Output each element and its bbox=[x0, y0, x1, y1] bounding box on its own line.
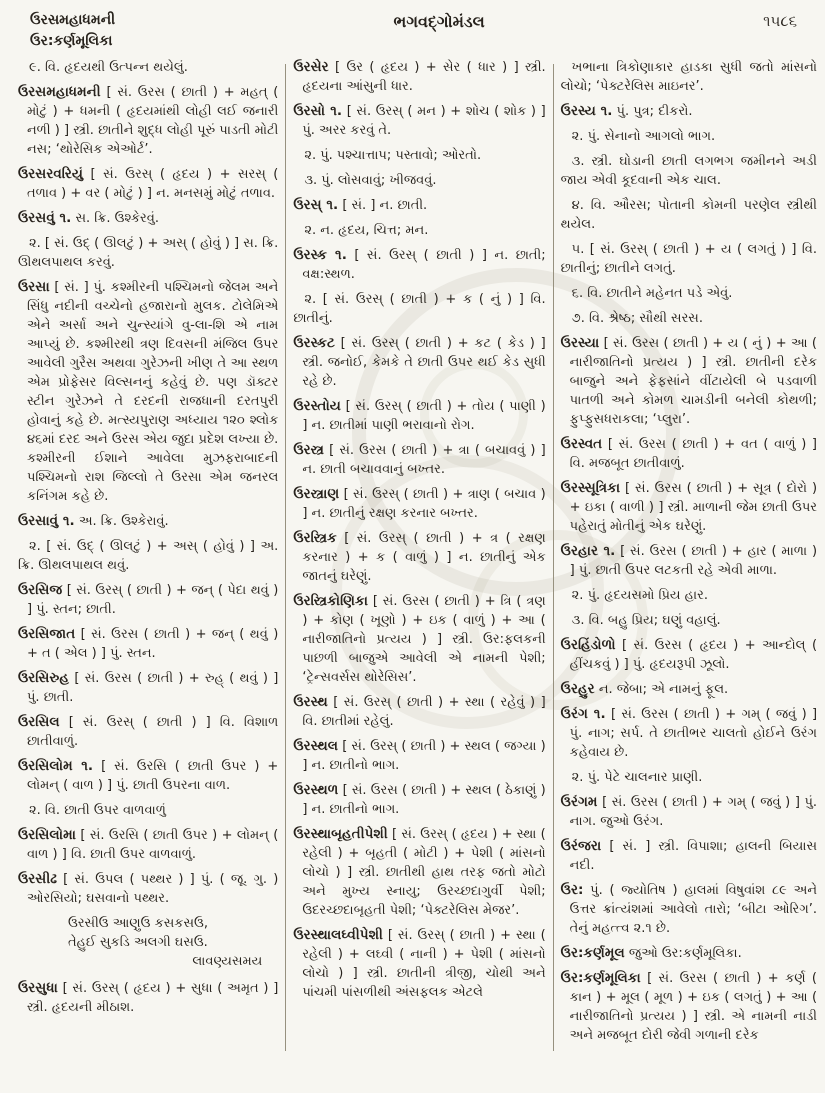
entry-headword: ઉરસીઢ bbox=[18, 871, 57, 887]
entry-definition: [ સં. ઉરસ ( છાતી ) + મહત્ ( મોટું ) + ધમની ( હૃદયમાંથી લોહી લઈ જનારી નળી ) ] સ્ત્રી. છાતીને શુદ્ધ લોહી પૂરું પાડતી મોટી નસ; ‘થોરેસિક એઓર્ટ’. bbox=[27, 85, 279, 157]
entry-headword: ઉરસિલ bbox=[18, 714, 60, 730]
entry-headword: ઉરસ્તોય bbox=[293, 398, 341, 414]
entry-sense: ૨. વિ. છાતી ઉપર વાળવાળું bbox=[29, 803, 166, 818]
dictionary-entry bbox=[18, 826, 278, 864]
entry-definition: પું. પુત્ર; દીકરો. bbox=[616, 104, 693, 119]
page-header bbox=[0, 0, 825, 52]
dictionary-entry bbox=[293, 693, 545, 731]
entry-definition: [ સં. ઉરસ્ ( છાતી ) + સ્થા ( રહેલી ) + લઘ્વી ( નાની ) + પેશી ( માંસનો લોચો ) ] સ્ત્રી. છાતીની ત્રીજી, ચોથી અને પાંચમી પાંસળીથી અંસફલક એટલે bbox=[302, 928, 546, 1000]
dictionary-entry bbox=[561, 793, 817, 831]
entry-sense: ૨. પું. પેટે ચાલનાર પ્રાણી. bbox=[571, 770, 703, 785]
dictionary-entry bbox=[18, 979, 278, 1017]
page-number: ૧૫૮૬ bbox=[763, 12, 797, 30]
dictionary-entry bbox=[18, 625, 278, 663]
entry-sense: ૭. વિ. શ્રેષ્ઠ; સૌથી સરસ. bbox=[571, 311, 703, 326]
dictionary-entry bbox=[18, 278, 278, 506]
entry-headword: ઉરસિરુહ bbox=[18, 670, 70, 686]
entry-definition: પું. ( જ્યોતિષ ) હાલમાં વિષુવાંશ ૮૯ અને ઉત્તર ક્રાંત્યંશમાં આવેલો તારો; ‘બીટા ઓરિગ’. તેનું મહત્ત્વ ૨.૧ છે. bbox=[569, 883, 818, 936]
entry-headword: ઉરસ્ય ૧. bbox=[560, 103, 613, 119]
dictionary-entry bbox=[293, 246, 545, 284]
entry-sense: ૬. વિ. છાતીને મહેનત પડે એવું. bbox=[571, 286, 733, 301]
entry-definition: [ સં. ઉરસ ( છાતી ) + ત્રિ ( ત્રણ ) + કોણ ( ખૂણો ) + ઇક ( વાળું ) + આ ( નારીજાતિનો પ્રત્યય ) ] સ્ત્રી. ઉર:ફલકની પાછળી બાજુએ આવેલી એ નામની પેશી; ‘ટ્રેન્સવર્સસ થોરેસિસ’. bbox=[302, 594, 546, 685]
dictionary-entry bbox=[18, 209, 278, 228]
entry-headword: ઉરસ્થાબૃહતીપેશી bbox=[293, 826, 388, 842]
dictionary-entry bbox=[561, 334, 817, 429]
entry-headword: ઉરંગ ૧. bbox=[560, 706, 606, 722]
entry-headword: ઉરસ્ત્રિકોણિકા bbox=[293, 593, 368, 609]
entry-sense: ૩. વિ. બહુ પ્રિય; ઘણું વહાલું. bbox=[571, 613, 721, 628]
entry-headword: ઉર: bbox=[560, 882, 584, 898]
entry-definition: [ સં. ઉરસ ( છાતી ) + કર્ણ ( કાન ) + મૂલ ( મૂળ ) + ઇક ( લગતું ) + આ ( નારીજાતિનો પ્રત્યય ) ] સ્ત્રી. એ નામની નાડી અને મજબૂત દોરી જેવી ગળાની દરેક bbox=[569, 971, 818, 1043]
dictionary-entry bbox=[293, 485, 545, 523]
entry-headword: ઉરહાર ૧. bbox=[560, 543, 616, 559]
entry-headword: ઉરસ્થલ bbox=[293, 738, 339, 754]
entry-definition: [ સં. ઉરસ્ ( છાતી ) + તોય ( પાણી ) ] ન. છાતીમાં પાણી ભરાવાનો રોગ. bbox=[302, 399, 546, 433]
dictionary-entry bbox=[561, 705, 817, 762]
entry-sense: ૨. ન. હૃદય, ચિત્ત; મન. bbox=[304, 223, 429, 238]
dictionary-entry bbox=[293, 926, 545, 1002]
dictionary-entry bbox=[561, 542, 817, 580]
entry-sense: ૪. વિ. ઔરસ; પોતાની કોમની પરણેલ સ્ત્રીથી થયેલ. bbox=[560, 198, 818, 232]
entry-definition: [ સં. ઉરસ્ ( હૃદય ) + સુધા ( અમૃત ) ] સ્ત્રી. હૃદયની મીઠાશ. bbox=[27, 981, 279, 1015]
entry-headword: ઉરસ્ ૧. bbox=[293, 197, 339, 213]
entry-definition: [ સં. ઉરસ્ ( છાતી ) + ત્ર ( રક્ષણ કરનાર ) + ક ( વાળું ) ] ન. છાતીનું એક જાતનું ઘરેણું. bbox=[302, 531, 546, 584]
entry-definition: [ ઉર ( હૃદય ) + સેર ( ધાર ) ] સ્ત્રી. હૃદયના આંસુની ધાર. bbox=[302, 60, 546, 94]
dictionary-entry bbox=[293, 825, 545, 920]
dictionary-columns bbox=[0, 52, 825, 1051]
entry-definition: [ સં. ] પું. કશ્મીરની પશ્ચિમનો જેલમ અને સિંધુ નદીની વચ્ચેનો હજારાનો મુલક. ટોલેમિએ એને અર્સા અને ચુન્સ્યાંગે વુ-લા-શિ એ નામ આપ્યું છે. કશ્મીરથી ત્રણ દિવસની મંજિલ ઉપર આવેલી ગુરૈસ અથવા ગુરેઝની ખીણ તે આ સ્થળ એમ પ્રોફેસર વિલ્સનનું કહેવું છે. પણ ડૉક્ટર સ્ટીન ગુરેઝને તે દરદની રાજધાની દરતપુરી હોવાનું કહે છે. મત્સ્યપુરાણ અધ્યાય ૧૨૦ શ્લોક ૪૬માં દરદ અને ઉરસ એય જુદા પ્રદેશ લખ્યા છે. કશ્મીરની ઈશાને આવેલા મુઝફરાબાદની પશ્ચિમનો રાશ જિલ્લો તે ઉરસા એમ જનરલ કનિંગમ કહે છે. bbox=[27, 280, 279, 504]
entry-headword: ઉરસ્ત્રાણ bbox=[293, 486, 340, 502]
entry-headword: ઉરસવું ૧. bbox=[18, 210, 72, 226]
dictionary-entry bbox=[561, 102, 817, 121]
dictionary-entry bbox=[293, 58, 545, 96]
dictionary-entry bbox=[18, 669, 278, 707]
entry-definition: [ સં. ઉરસ ( છાતી ) + ય ( નું ) + આ ( નારીજાતિનો પ્રત્યય ) ] સ્ત્રી. છાતીની દરેક બાજુને અને ફેફસાંને વીંટાયેલી બે પડવાળી પાતળી અને કોમળ ચામડીની બનેલી કોથળી; ફુપ્ફુસધરાકલા; ‘પ્લુરા’. bbox=[569, 336, 818, 427]
entry-headword: ઉરસ્થ bbox=[293, 694, 328, 710]
dictionary-entry bbox=[561, 479, 817, 536]
running-head bbox=[30, 10, 115, 52]
entry-definition: [ સં. ઉરસ ( હૃદય ) + આન્દોલ્ ( હીંચકવું ) ] પું. હૃદયરૂપી ઝૂલો. bbox=[569, 638, 818, 672]
entry-headword: ઉરંગમ bbox=[560, 794, 598, 810]
entry-definition: [ સં. ઉરસ્ ( છાતી ) + સ્થલ ( જગ્યા ) ] ન. છાતીનો ભાગ. bbox=[302, 739, 546, 773]
entry-headword: ઉર:કર્ણમૂલિકા bbox=[560, 970, 641, 986]
entry-continuation: ખભાના ત્રિકોણાકાર હાડકા સુધી જતો માંસનો લોચો; ‘પેક્ટરેલિસ માઇનર’. bbox=[560, 60, 818, 94]
dictionary-entry bbox=[293, 592, 545, 687]
verse-attribution: લાવણ્યસમય bbox=[192, 954, 263, 969]
entry-definition: [ સં. ઉરસ ( છાતી ) + ગમ્ ( જવું ) ] પું. નાગ; સર્પ. તે છાતીભર ચાલતો હોઈને ઉરંગ કહેવાય છે. bbox=[569, 707, 818, 760]
dictionary-entry bbox=[18, 581, 278, 619]
dictionary-entry bbox=[293, 529, 545, 586]
entry-definition: [ સં. ] સ્ત્રી. વિપાશા; હાલની બિયાસ નદી. bbox=[569, 839, 818, 873]
entry-headword: ઉરસિજાત bbox=[18, 626, 76, 642]
dictionary-entry bbox=[561, 881, 817, 938]
entry-definition: [ સં. ઉરસ્ ( છાતી ) + સ્થા ( રહેવું ) ] વિ. છાતીમાં રહેલું. bbox=[302, 695, 546, 729]
dictionary-entry bbox=[561, 837, 817, 875]
column-1 bbox=[18, 58, 278, 1051]
entry-headword: ઉરસ્થળ bbox=[293, 782, 339, 798]
entry-definition: [ સં. ઉરસ ( છાતી ) + હાર ( માળા ) ] પું. છાતી ઉપર લટકતી રહે એવી માળા. bbox=[569, 544, 818, 578]
entry-headword: ઉરસિલોમા bbox=[18, 827, 76, 843]
dictionary-entry bbox=[561, 944, 817, 963]
entry-definition: [ સં. ઉરસ્ ( છાતી ) + કટ ( કેડ ) ] સ્ત્રી. જનોઈ, કેમકે તે છાતી ઉપર થઈ કેડ સુધી રહે છે. bbox=[302, 336, 546, 389]
dictionary-entry bbox=[293, 334, 545, 391]
entry-definition: [ સં. ઉરસિ ( છાતી ઉપર ) + લોમન્ ( વાળ ) ] પું. છાતી ઉપરના વાળ. bbox=[27, 759, 279, 793]
entry-headword: ઉરસ્સૂત્રિકા bbox=[560, 480, 621, 496]
dictionary-entry bbox=[293, 781, 545, 819]
entry-headword: ઉરસુધા bbox=[18, 980, 58, 996]
dictionary-entry bbox=[18, 757, 278, 795]
entry-sense: ૩. સ્ત્રી. ઘોડાની છાતી લગભગ જમીનને અડી જાય એવી કૂદવાની એક ચાલ. bbox=[560, 154, 818, 188]
entry-headword: ઉરસરવરિયું bbox=[18, 166, 84, 182]
dictionary-entry bbox=[18, 512, 278, 531]
entry-definition: સ. ક્રિ. ઉશ્કેરવું. bbox=[75, 211, 159, 226]
entry-headword: ઉરસમહાધમની bbox=[18, 84, 101, 100]
entry-definition: [ સં. ઉપલ ( પથ્થર ) ] પું. ( જૂ. ગુ. ) ઓરસિયો; ઘસવાનો પથ્થર. bbox=[27, 872, 279, 906]
running-head-last-entry: ઉર:કર્ણમૂલિકા bbox=[30, 33, 113, 49]
column-3 bbox=[561, 58, 817, 1051]
entry-headword: ઉરહુર bbox=[560, 681, 595, 697]
entry-sense: ૫. [ સં. ઉરસ્ ( છાતી ) + ય ( લગતું ) ] વિ. છાતીનું; છાતીને લગતું. bbox=[560, 242, 818, 276]
entry-sense: ૨. [ સં. ઉદ્ ( ઊલટું ) + અસ્ ( હોવું ) ] સ. ક્રિ. ઊથલપાથલ કરવું. bbox=[18, 236, 279, 270]
dictionary-entry bbox=[293, 397, 545, 435]
entry-definition: જુઓ ઉર:કર્ણમૂલિકા. bbox=[628, 946, 742, 961]
entry-headword: ઉરસા bbox=[18, 279, 50, 295]
entry-definition: અ. ક્રિ. ઉશ્કેરાવું. bbox=[78, 514, 169, 529]
entry-definition: [ સં. ઉરસ્ ( છાતી ) ] ન. છાતી; વક્ષ:સ્થળ. bbox=[302, 248, 546, 282]
entry-headword: ઉરસ્ક ૧. bbox=[293, 247, 347, 263]
entry-definition: [ સં. ઉરસ ( છાતી ) + ગમ્ ( જવું ) ] પું. નાગ. જુઓ ઉરંગ. bbox=[569, 795, 818, 829]
entry-headword: ઉરહિંડોળો bbox=[560, 637, 616, 653]
entry-headword: ઉરસ્થાલઘ્વીપેશી bbox=[293, 927, 383, 943]
entry-sense: ૨. પું. પશ્ચાત્તાપ; પસ્તાવો; ઓરતો. bbox=[304, 148, 482, 163]
entry-sense: ૩. પું. લોસવાવું; ખીજવવું. bbox=[304, 173, 437, 188]
entry-sense: ૨. પું. સેનાનો આગલો ભાગ. bbox=[571, 129, 716, 144]
verse-line: તેહુઈ સુકડિ અલગી ઘસઉ. bbox=[68, 935, 208, 950]
entry-headword: ઉરસેર bbox=[293, 59, 329, 75]
entry-headword: ઉરસ્યા bbox=[560, 335, 600, 351]
dictionary-entry bbox=[293, 102, 545, 140]
entry-headword: ઉરસિજ bbox=[18, 582, 63, 598]
column-divider-1 bbox=[285, 64, 286, 1051]
entry-definition: [ સં. ઉરસ્ ( હૃદય ) + સરસ્ ( તળાવ ) + વર ( મોટું ) ] ન. મનસમું મોટું તળાવ. bbox=[27, 167, 279, 201]
entry-sense: ૨. [ સં. ઉરસ્ ( છાતી ) + ક ( નું ) ] વિ. છાતીનું. bbox=[293, 292, 546, 326]
entry-definition: [ સં. ઉરસ્ ( હૃદય ) + સ્થા ( રહેલી ) + બૃહતી ( મોટી ) + પેશી ( માંસનો લોચો ) ] સ્ત્રી. છાતીથી હાથ તરફ જતો મોટો અને મુખ્ય સ્નાયુ; ઉરચ્છદાગુર્વી પેશી; ઉદરચ્છદાબૃહતી પેશી; ‘પેક્ટરેલિસ મેજર’. bbox=[302, 827, 546, 918]
entry-sense: ૨. [ સં. ઉદ્ ( ઊલટું ) + અસ્ ( હોવું ) ] અ. ક્રિ. ઊથલપાથલ થવું. bbox=[18, 539, 279, 573]
entry-sense: ૯. વિ. હૃદયથી ઉત્પન્ન થયેલું. bbox=[29, 60, 188, 75]
entry-headword: ઉરસ્ત્રિક bbox=[293, 530, 337, 546]
dictionary-entry bbox=[18, 83, 278, 159]
quotation-verse bbox=[68, 914, 278, 952]
entry-definition: [ સં. ઉરસ ( છાતી ) + વત ( વાળું ) ] વિ. મજબૂત છાતીવાળું. bbox=[569, 437, 818, 471]
entry-sense: ૨. પું. હૃદયસમો પ્રિય હાર. bbox=[571, 588, 708, 603]
entry-headword: ઉર:કર્ણમૂલ bbox=[560, 945, 625, 961]
dictionary-entry bbox=[293, 196, 545, 215]
book-title: ભગવદ્ગોમંડલ bbox=[393, 12, 485, 31]
verse-line: ઉરસીઉ આણુઉ કસકસઉ, bbox=[68, 916, 208, 931]
entry-definition: [ સં. ઉરસ્ ( છાતી ) + ત્રાણ ( બચાવ ) ] ન. છાતીનું રક્ષણ કરનાર બખ્તર. bbox=[302, 487, 546, 521]
entry-headword: ઉરસિલોમ ૧. bbox=[18, 758, 94, 774]
entry-headword: ઉરંજરા bbox=[560, 838, 602, 854]
entry-definition: ન. જેબા; એ નામનું ફૂલ. bbox=[598, 682, 729, 697]
column-divider-2 bbox=[553, 64, 554, 1051]
dictionary-entry bbox=[293, 441, 545, 479]
entry-headword: ઉરસ્ત્ર bbox=[293, 442, 325, 458]
column-2 bbox=[293, 58, 545, 1051]
entry-definition: [ સં. ઉરસ ( છાતી ) + સૂત્ર ( દોરો ) + ઇકા ( વાળી ) ] સ્ત્રી. માળાની જેમ છાતી ઉપર પહેરાતું મોતીનું એક ઘરેણું. bbox=[569, 481, 818, 534]
dictionary-entry bbox=[561, 680, 817, 699]
dictionary-entry bbox=[18, 870, 278, 908]
entry-definition: [ સં. ઉરસિ ( છાતી ઉપર ) + લોમન્ ( વાળ ) ] વિ. છાતી ઉપર વાળવાળું. bbox=[27, 828, 279, 862]
dictionary-entry bbox=[18, 165, 278, 203]
dictionary-entry bbox=[18, 713, 278, 751]
dictionary-entry bbox=[561, 435, 817, 473]
entry-definition: [ સં. ઉરસ્ ( મન ) + શોચ ( શોક ) ] પું. અરર કરવું તે. bbox=[302, 104, 546, 138]
entry-headword: ઉરસ્વત bbox=[560, 436, 603, 452]
entry-definition: [ સં. ઉરસ્ ( છાતી ) ] વિ. વિશાળ છાતીવાળું. bbox=[27, 715, 279, 749]
entry-definition: [ સં. ઉરસ ( છાતી ) + જન્ ( થવું ) + ત ( એલ ) ] પું. સ્તન. bbox=[27, 627, 279, 661]
dictionary-entry bbox=[293, 737, 545, 775]
entry-definition: [ સં. ઉરસ ( છાતી ) + રુહ્ ( થવું ) ] પું. છાતી. bbox=[27, 671, 279, 705]
entry-headword: ઉરસ્કટ bbox=[293, 335, 335, 351]
dictionary-entry bbox=[561, 969, 817, 1045]
entry-headword: ઉરસાવું ૧. bbox=[18, 513, 75, 529]
running-head-first-entry: ઉરસમહાધમની bbox=[30, 12, 116, 28]
entry-definition: [ સં. ઉરસ ( છાતી ) + સ્થલ ( ઠેકાણું ) ] ન. છાતીનો ભાગ. bbox=[302, 783, 546, 817]
dictionary-entry bbox=[561, 636, 817, 674]
entry-definition: [ સં. ] ન. છાતી. bbox=[342, 198, 428, 213]
entry-definition: [ સં. ઉરસ્ ( છાતી ) + જન્ ( પેદા થવું ) ] પું. સ્તન; છાતી. bbox=[27, 583, 279, 617]
entry-definition: [ સં. ઉરસ ( છાતી ) + ત્રા ( બચાવવું ) ] ન. છાતી બચાવવાનું બખ્તર. bbox=[302, 443, 546, 477]
entry-headword: ઉરસો ૧. bbox=[293, 103, 343, 119]
